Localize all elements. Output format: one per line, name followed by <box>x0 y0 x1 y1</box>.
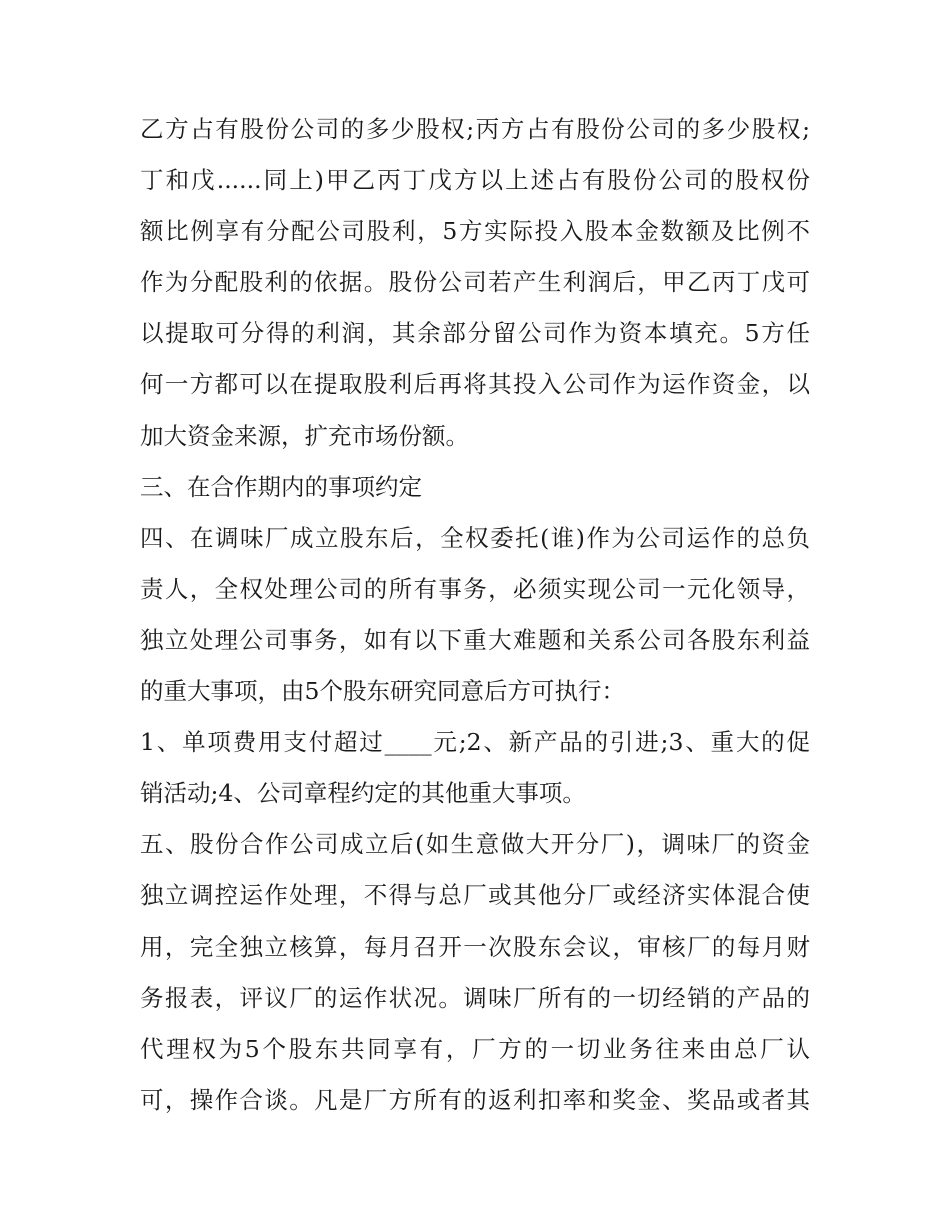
text-line: 独立调控运作处理，不得与总厂或其他分厂或经济实体混合使 <box>140 881 810 910</box>
text-line: 丁和戊......同上)甲乙丙丁戊方以上述占有股份公司的股权份 <box>140 166 810 195</box>
text-line: 代理权为5个股东共同享有，厂方的一切业务往来由总厂认 <box>140 1034 810 1063</box>
text-line: 1、单项费用支付超过____元;2、新产品的引进;3、重大的促 <box>140 728 810 757</box>
text-line: 何一方都可以在提取股利后再将其投入公司作为运作资金，以 <box>140 370 810 399</box>
text-line: 作为分配股利的依据。股份公司若产生利润后，甲乙丙丁戊可 <box>140 268 810 297</box>
document-body <box>140 104 810 1126</box>
text-line: 以提取可分得的利润，其余部分留公司作为资本填充。5方任 <box>140 319 810 348</box>
text-line: 四、在调味厂成立股东后，全权委托(谁)作为公司运作的总负 <box>140 523 810 552</box>
text-line: 务报表，评议厂的运作状况。调味厂所有的一切经销的产品的 <box>140 983 810 1012</box>
text-line: 用，完全独立核算，每月召开一次股东会议，审核厂的每月财 <box>140 932 810 961</box>
text-line: 额比例享有分配公司股利，5方实际投入股本金数额及比例不 <box>140 217 810 246</box>
text-line: 的重大事项，由5个股东研究同意后方可执行： <box>140 677 625 706</box>
text-line: 乙方占有股份公司的多少股权;丙方占有股份公司的多少股权; <box>140 115 810 143</box>
text-line: 加大资金来源，扩充市场份额。 <box>140 421 469 450</box>
text-line: 可，操作合谈。凡是厂方所有的返利扣率和奖金、奖品或者其 <box>140 1085 810 1114</box>
text-line: 责人，全权处理公司的所有事务，必须实现公司一元化领导， <box>140 574 810 603</box>
text-line: 五、股份合作公司成立后(如生意做大开分厂)，调味厂的资金 <box>140 830 810 859</box>
text-line: 销活动;4、公司章程约定的其他重大事项。 <box>140 779 586 808</box>
text-line: 独立处理公司事务，如有以下重大难题和关系公司各股东利益 <box>140 625 810 654</box>
section-heading: 三、在合作期内的事项约定 <box>140 472 422 501</box>
